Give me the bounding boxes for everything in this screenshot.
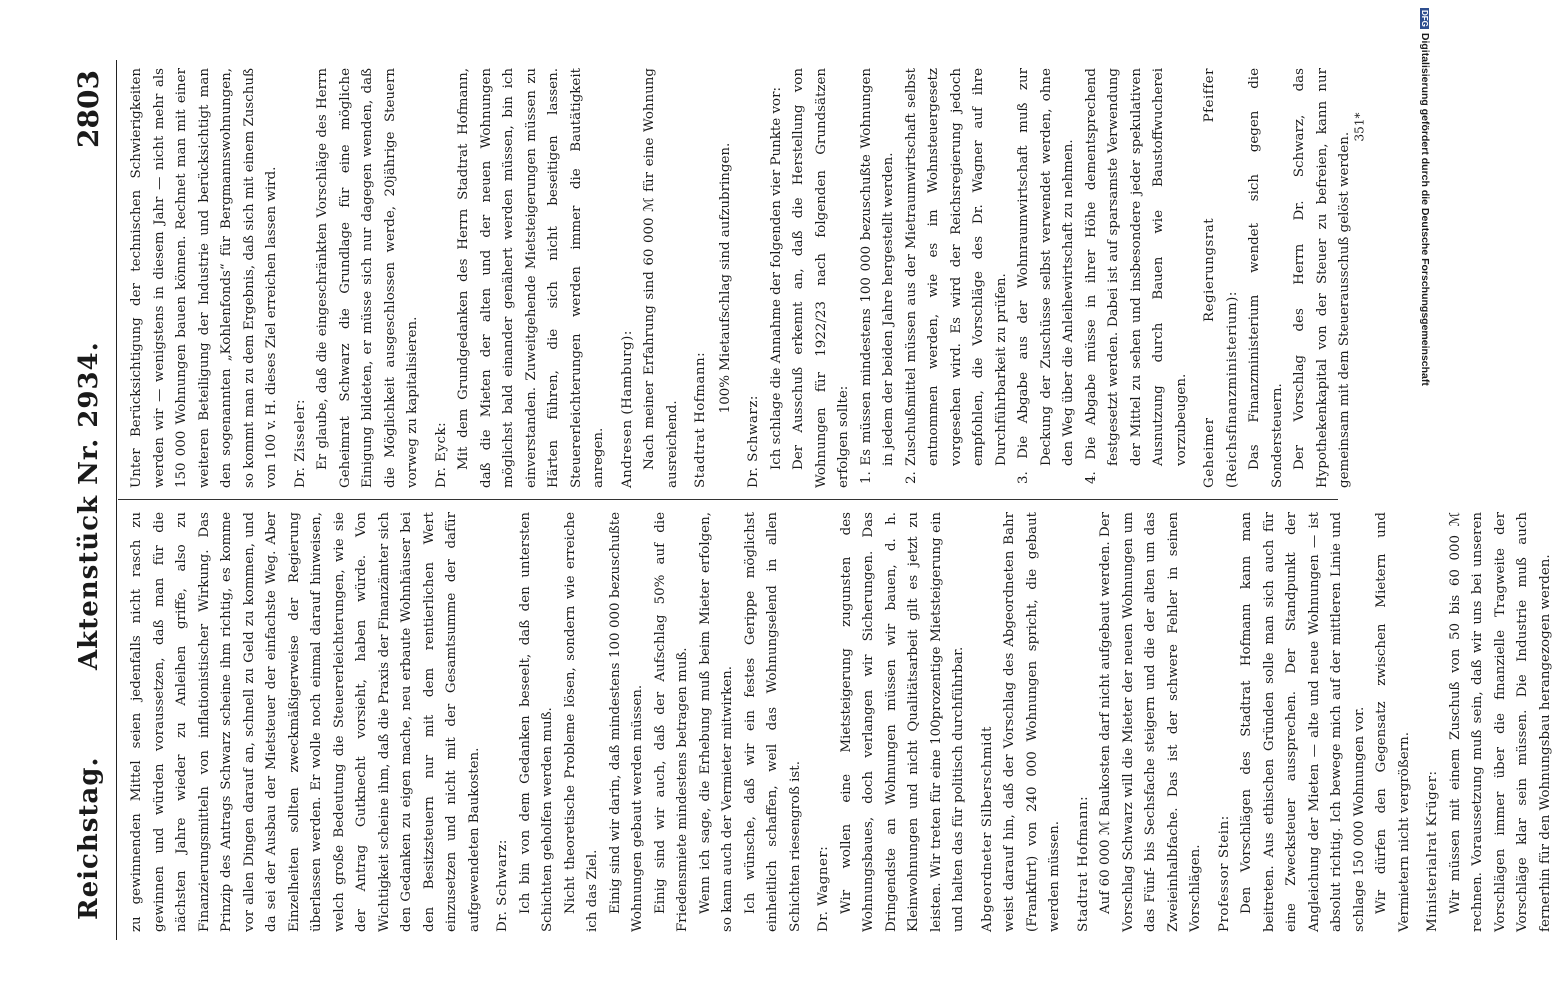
list-item: 1. Es müssen mindestens 100 000 bezuschußte Wohnungen in jedem der beiden Jahre hergestellt werden.	[858, 68, 896, 484]
speaker: Professor Stein:	[1216, 815, 1232, 932]
paragraph: Das Finanzministerium wendet sich gegen die Sondersteuern.	[1247, 68, 1285, 488]
paragraph: Ich schlage die Annahme der folgenden vier Punkte vor:	[768, 87, 784, 470]
paragraph: Wir dürfen den Gegensatz zwischen Mietern und Vermietern nicht vergrößern.	[1374, 512, 1412, 932]
list-item: 4. Die Abgabe müsse in ihrer Höhe dementsprechend festgesetzt werden. Dabei ist auf sparsamste Verwendung der Mittel zu sehen und insbesondere jeder spekulativen Ausnutzung durch Bauen wie Baustoffwucherei vorzubeugen.	[1083, 68, 1189, 484]
paragraph: 100% Mietaufschlag sind aufzubringen.	[717, 142, 733, 414]
paragraph: Nach meiner Erfahrung sind 60 000 ℳ für eine Wohnung ausreichend.	[642, 68, 680, 488]
speaker: Ministerialrat Krüger:	[1425, 770, 1440, 932]
speaker: Abgeordneter Silberschmidt	[979, 726, 995, 932]
page-header	[70, 60, 114, 940]
paragraph: Ich bin von dem Gedanken beseelt, daß den untersten Schichten geholfen werden muß.	[517, 512, 555, 932]
signature-mark: 351*	[1352, 112, 1367, 142]
paragraph: zu gewinnenden Mittel seien jedenfalls nicht rasch zu gewinnen und würden voraussetzen, daß man für die nächsten Jahre wieder zu Anleihen griffe, also zu Finanzierungsmitteln von inflationistischer Wirkung. Das Prinzip des Antrags Schwarz scheine ihm richtig, es komme vor allen Dingen darauf an, schnell zu Geld zu kommen, und da sei der Ausbau der Mietsteuer der einfachste Weg. Aber Einzelheiten sollten zweckmäßigerweise der Regierung überlassen werden. Er wolle noch einmal darauf hinweisen, welch große Bedeutung die Steuererleichterungen, wie sie der Antrag Gutknecht vorsieht, haben würde. Von Wichtigkeit scheine ihm, daß die Praxis der Finanzämter sich den Gedanken zu eigen mache, neu erbaute Wohnhäuser bei den Besitzsteuern nur mit dem rentierlichen Wert einzusetzen und nicht mit der Gesamtsumme der dafür aufgewendeten Baukosten.	[129, 512, 482, 932]
paragraph: Auf 60 000 ℳ Baukosten darf nicht aufgebaut werden. Der Vorschlag Schwarz will die Mieter der neuen Wohnungen um das Fünf- bis Sechsfache steigern und die der alten um das Zweieinhalbfache. Das ist der schwere Fehler in seinen Vorschlägen.	[1098, 512, 1203, 932]
paragraph: Wir wollen eine Mietsteigerung zugunsten des Wohnungsbaues, doch verlangen wir Sicherungen. Das Dringendste an Wohnungen müssen wir bauen, d. h. Kleinwohnungen und nicht Qualitätsarbeit gilt es jetzt zu leisten. Wir treten für eine 100prozentige Mietsteigerung ein und halten das für politisch durchführbar.	[838, 512, 966, 932]
header-rule	[116, 60, 117, 940]
speaker: Dr. Zisseler:	[292, 398, 308, 488]
paragraph: Einig sind wir auch, daß der Aufschlag 50% auf die Friedensmiete mindestens betragen muß.	[652, 512, 690, 932]
speaker: Stadtrat Hofmann:	[693, 351, 708, 488]
paragraph: Wenn ich sage, die Erhebung muß beim Mieter erfolgen, so kann auch der Vermieter mitwirken.	[697, 512, 735, 932]
paragraph: Der Ausschuß erkennt an, daß die Herstellung von Wohnungen für 1922/23 nach folgenden Grundsätzen erfolgen sollte:	[791, 68, 851, 488]
paragraph: Den Vorschlägen des Stadtrat Hofmann kann man beitreten. Aus ethischen Gründen solle man sich auch für eine Zwecksteuer aussprechen. Der Standpunkt der Angleichung der Mieten — alte und neue Wohnungen — ist absolut richtig. Ich bewege mich auf der mittleren Linie und schlage 150 000 Wohnungen vor.	[1239, 512, 1367, 932]
paragraph: Der Vorschlag des Herrn Dr. Schwarz, das Hypothekenkapital von der Steuer zu befreien, kann nur gemeinsam mit dem Steuerausschuß gelöst werden.	[1292, 68, 1352, 488]
paragraph: Ich wünsche, daß wir ein festes Gerippe möglichst einheitlich schaffen, weil das Wohnungselend in allen Schichten riesengroß ist.	[742, 512, 803, 932]
paragraph: Unter Berücksichtigung der technischen Schwierigkeiten werden wir — wenigstens in diesem Jahr — nicht mehr als 150 000 Wohnungen bauen können. Rechnet man mit einer weiteren Beteiligung der Industrie und berücksichtigt man den sogenannten „Kohlenfonds“ für Bergmannswohnungen, so kommt man zu dem Ergebnis, daß sich mit einem Zuschuß von 100 v. H. dieses Ziel erreichen lassen wird.	[129, 68, 279, 488]
paragraph: Einig sind wir darin, daß mindestens 100 000 bezuschußte Wohnungen gebaut werden müssen.	[607, 512, 645, 932]
column-divider	[118, 499, 1338, 500]
paragraph: weist darauf hin, daß der Vorschlag des Abgeordneten Bahr (Frankfurt) von 240 000 Wohnungen spricht, die gebaut werden müssen.	[1002, 512, 1062, 932]
speaker: Stadtrat Hofmann:	[1075, 795, 1091, 932]
list-item: 2. Zuschußmittel müssen aus der Mietraumwirtschaft selbst entnommen werden, wie es im Wohnsteuergesetz vorgesehen wird. Es wird der Reichsregierung jedoch empfohlen, die Vorschläge des Dr. Wagner auf ihre Durchführbarkeit zu prüfen.	[903, 68, 1009, 484]
digitization-sidebar	[1418, 8, 1432, 988]
digitization-text: Digitalisierung gefördert durch die Deutsche Forschungsgemeinschaft	[1419, 32, 1431, 386]
paragraph: Er glaube, daß die eingeschränkten Vorschläge des Herrn Geheimrat Schwarz die Grundlage für eine mögliche Einigung bildeten, er müsse sich nur dagegen wenden, daß die Möglichkeit ausgeschlossen werde, 20jährige Steuern vorweg zu kapitalisieren.	[315, 68, 420, 488]
list-item: 3. Die Abgabe aus der Wohnraumwirtschaft muß zur Deckung der Zuschüsse selbst verwendet werden, ohne den Weg über die Anleihewirtschaft zu nehmen.	[1016, 68, 1076, 484]
speaker: Dr. Schwarz:	[495, 839, 510, 932]
digitization-note	[1417, 8, 1431, 988]
column-left	[126, 512, 1557, 932]
dfg-logo: DFG	[1420, 10, 1429, 27]
paragraph: Mit dem Grundgedanken des Herrn Stadtrat Hofmann, daß die Mieten der alten und der neuen Wohnungen möglichst bald einander genähert werden müssen, bin ich einverstanden. Zuweitgehende Mietsteigerungen müssen zu Härten führen, die sich nicht beseitigen lassen. Steuererleichterungen werden immer die Bautätigkeit anregen.	[456, 68, 606, 488]
speaker: Dr. Schwarz:	[746, 395, 761, 488]
page-number: 2803	[72, 70, 105, 148]
paragraph: Wir müssen mit einem Zuschuß von 50 bis 60 000 ℳ rechnen. Voraussetzung muß sein, daß wir uns bei unseren Vorschlägen immer über die finanzielle Tragweite der Vorschläge klar sein müssen. Die Industrie muß auch fernerhin für den Wohnungsbau herangezogen werden.	[1447, 512, 1553, 932]
speaker: Dr. Eyck:	[433, 421, 449, 488]
header-center: Aktenstück Nr. 2934.	[74, 341, 104, 670]
speaker: Andresen (Hamburg):	[619, 330, 635, 488]
paragraph: Nicht theoretische Probleme lösen, sondern wie erreiche ich das Ziel.	[562, 512, 600, 932]
speaker: Geheimer Regierungsrat Pfeiffer (Reichsfinanzministerium):	[1202, 68, 1240, 488]
header-left: Reichstag.	[74, 756, 104, 920]
speaker: Dr. Wagner:	[816, 845, 831, 932]
column-right	[126, 68, 1357, 488]
